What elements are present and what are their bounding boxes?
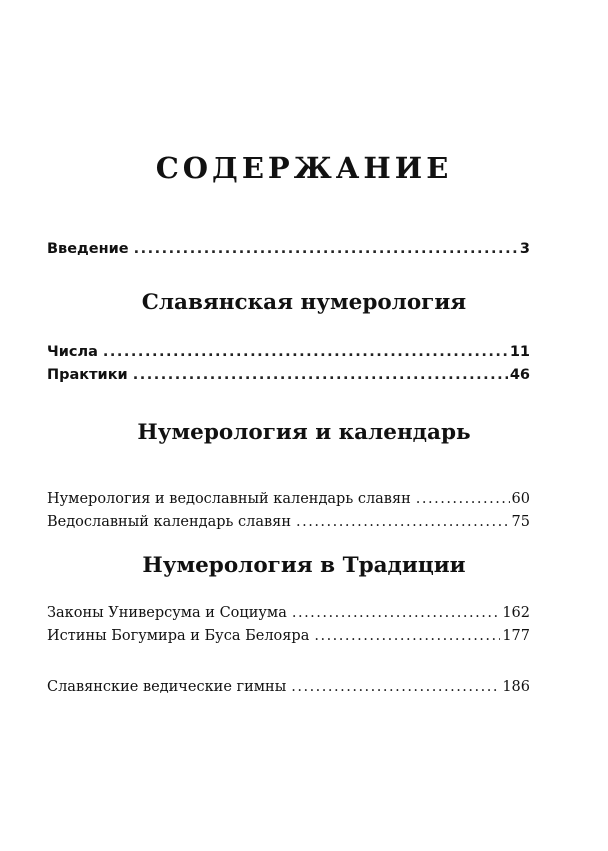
toc-entry[interactable] bbox=[47, 341, 530, 363]
section-heading: Славянская нумерология bbox=[141, 290, 467, 315]
toc-entry[interactable] bbox=[47, 364, 530, 386]
dot-leader bbox=[133, 364, 508, 386]
dot-leader bbox=[291, 676, 500, 698]
entry-page-number: 75 bbox=[511, 514, 530, 530]
dot-leader bbox=[134, 238, 518, 260]
dot-leader bbox=[416, 488, 510, 510]
entry-label: Законы Универсума и Социума bbox=[47, 605, 287, 621]
entry-label: Славянские ведические гимны bbox=[47, 679, 287, 695]
page-title: СОДЕРЖАНИЕ bbox=[155, 151, 453, 185]
dot-leader bbox=[103, 341, 508, 363]
entry-label: Практики bbox=[47, 367, 128, 383]
entry-page-number: 3 bbox=[519, 241, 530, 257]
dot-leader bbox=[296, 511, 510, 533]
toc-entry-closing[interactable] bbox=[47, 676, 530, 698]
entry-label: Ведославный календарь славян bbox=[47, 514, 291, 530]
toc-entry[interactable] bbox=[47, 625, 530, 647]
entry-page-number: 60 bbox=[511, 491, 530, 507]
entry-page-number: 186 bbox=[502, 679, 530, 695]
section-heading: Нумерология и календарь bbox=[137, 420, 471, 445]
entry-page-number: 177 bbox=[502, 628, 530, 644]
entry-label: Числа bbox=[47, 344, 98, 360]
toc-entry[interactable] bbox=[47, 488, 530, 510]
dot-leader bbox=[292, 602, 500, 624]
toc-entry[interactable] bbox=[47, 511, 530, 533]
entry-page-number: 162 bbox=[502, 605, 530, 621]
section-heading: Нумерология в Традиции bbox=[142, 553, 466, 578]
entry-label: Введение bbox=[47, 241, 129, 257]
toc-entry-intro[interactable] bbox=[47, 238, 530, 260]
toc-entry[interactable] bbox=[47, 602, 530, 624]
entry-label: Нумерология и ведославный календарь славян bbox=[47, 491, 411, 507]
entry-label: Истины Богумира и Буса Белояра bbox=[47, 628, 310, 644]
entry-page-number: 46 bbox=[509, 367, 530, 383]
dot-leader bbox=[314, 625, 500, 647]
entry-page-number: 11 bbox=[509, 344, 530, 360]
